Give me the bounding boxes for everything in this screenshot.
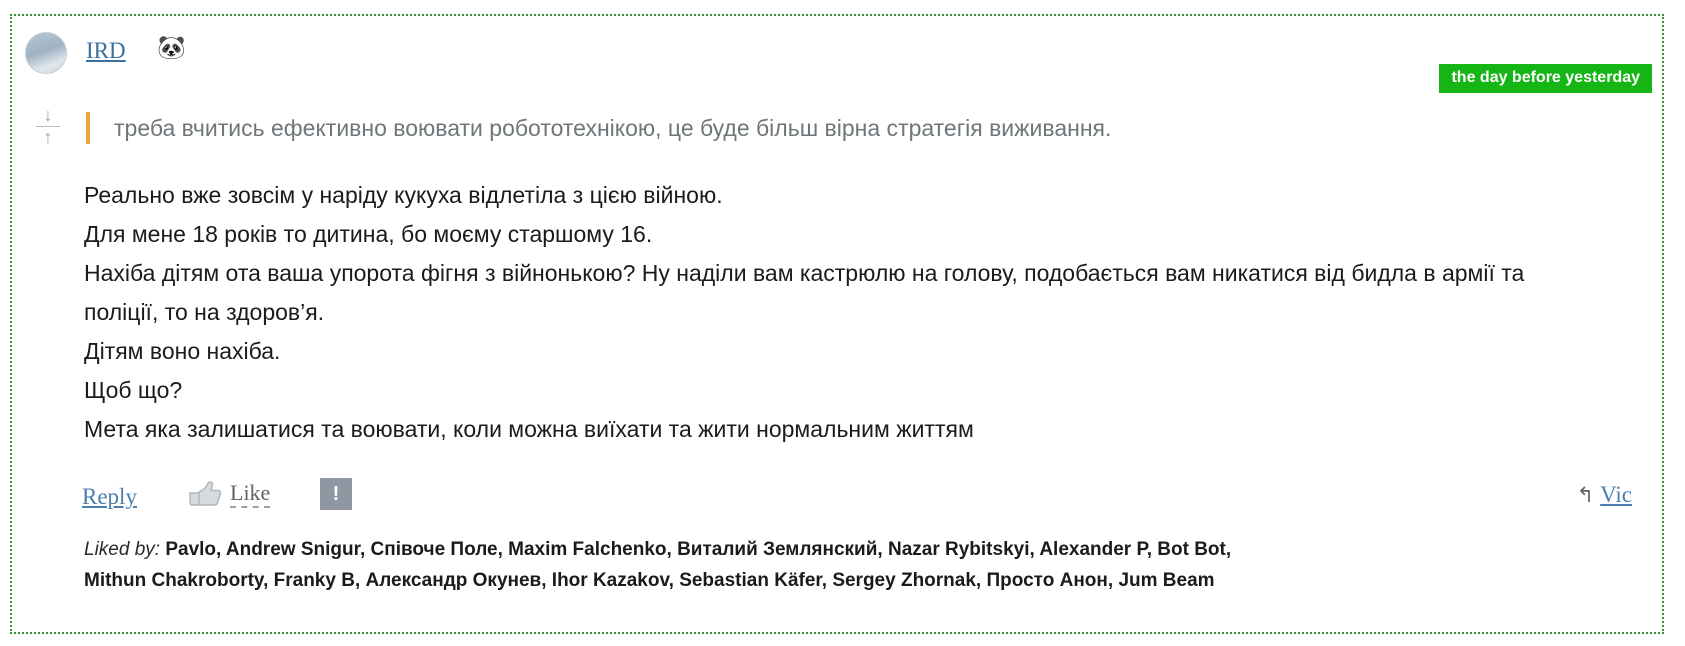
avatar[interactable]	[25, 32, 67, 74]
liked-by-section	[84, 534, 1584, 596]
post-body-line: Для мене 18 років то дитина, бо моєму старшому 16.	[84, 221, 653, 247]
quoted-text-block	[86, 112, 1586, 144]
reply-button[interactable]: Reply	[82, 484, 137, 509]
liked-by-names-line-2: Mithun Chakroborty, Franky B, Александр Окунев, Ihor Kazakov, Sebastian Käfer, Sergey Zhornak, Просто Анон, Jum Beam	[84, 570, 1215, 591]
vote-widget	[33, 105, 63, 147]
liked-by-names-line-1: Pavlo, Andrew Snigur, Співоче Поле, Maxim Falchenko, Виталий Землянский, Nazar Rybitskyi, Alexander P, Bot Bot,	[165, 539, 1232, 560]
post-header	[12, 32, 1662, 86]
like-label: Like	[230, 480, 270, 508]
author-name-link[interactable]: IRD	[86, 38, 126, 63]
post-body	[84, 176, 1604, 449]
post-body-line: Реально вже зовсім у наріду кукуха відлетіла з цією війною.	[84, 182, 723, 208]
post-actions	[82, 478, 1642, 518]
share-target-label[interactable]: Vic	[1600, 482, 1632, 507]
upvote-icon[interactable]: ↑	[43, 127, 53, 147]
panda-emoji-icon: 🐼	[157, 34, 186, 60]
share-button[interactable]	[1577, 482, 1632, 508]
report-button[interactable]: !	[320, 478, 352, 510]
timestamp-badge: the day before yesterday	[1439, 64, 1652, 93]
like-button[interactable]	[186, 480, 270, 508]
share-arrow-icon: ↰	[1576, 484, 1595, 507]
post-body-line: Щоб що?	[84, 377, 183, 403]
downvote-icon[interactable]: ↓	[43, 105, 53, 125]
post-container	[10, 14, 1664, 634]
post-body-line: Мета яка залишатися та воювати, коли можна виїхати та жити нормальним життям	[84, 416, 974, 442]
thumbs-up-icon	[186, 480, 222, 508]
quote-text: треба вчитись ефективно воювати робототехнікою, це буде більш вірна стратегія виживання.	[114, 115, 1112, 141]
liked-by-label: Liked by:	[84, 539, 161, 560]
post-body-line: Нахіба дітям ота ваша упорота фігня з війнонькою? Ну наділи вам кастрюлю на голову, подобається вам никатися від бидла в армії та поліції, то на здоров’я.	[84, 260, 1525, 325]
post-body-line: Дітям воно нахіба.	[84, 338, 281, 364]
